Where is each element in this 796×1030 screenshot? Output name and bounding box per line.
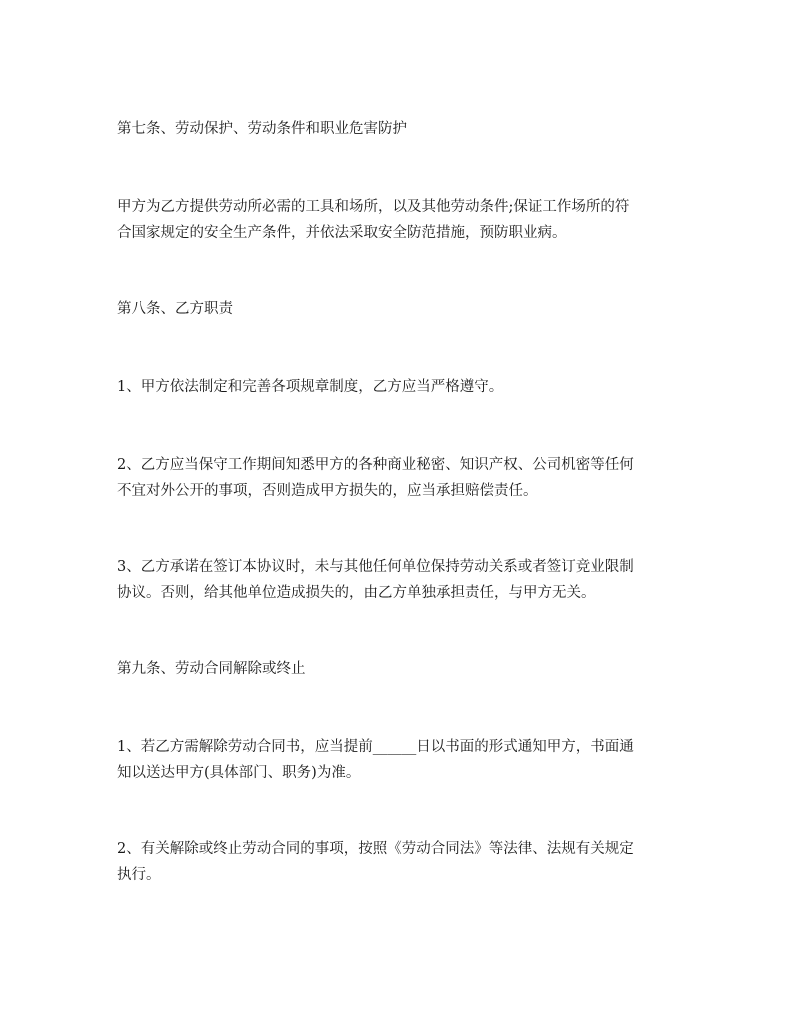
paragraph-line: 2、有关解除或终止劳动合同的事项，按照《劳动合同法》等法律、法规有关规定	[117, 841, 634, 857]
paragraph-line: 知以送达甲方(具体部门、职务)为准。	[117, 765, 361, 781]
section-heading-article-8	[117, 296, 682, 322]
paragraph-line: 执行。	[117, 867, 161, 883]
paragraph-line: 协议。否则，给其他单位造成损失的，由乙方单独承担责任，与甲方无关。	[117, 585, 596, 601]
paragraph-line: 1、若乙方需解除劳动合同书，应当提前______日以书面的形式通知甲方，书面通	[117, 739, 634, 755]
paragraph-duty-1	[117, 374, 682, 400]
paragraph-termination-1	[117, 734, 682, 786]
paragraph-termination-2	[117, 836, 682, 888]
paragraph-duty-3	[117, 554, 682, 606]
heading-text: 第九条、劳动合同解除或终止	[117, 661, 306, 677]
paragraph-line: 1、甲方依法制定和完善各项规章制度，乙方应当严格遵守。	[117, 379, 504, 395]
heading-text: 第七条、劳动保护、劳动条件和职业危害防护	[117, 121, 407, 137]
paragraph-line: 2、乙方应当保守工作期间知悉甲方的各种商业秘密、知识产权、公司机密等任何	[117, 457, 634, 473]
heading-text: 第八条、乙方职责	[117, 301, 233, 317]
paragraph-line: 3、乙方承诺在签订本协议时，未与其他任何单位保持劳动关系或者签订竞业限制	[117, 559, 634, 575]
paragraph-line: 合国家规定的安全生产条件，并依法采取安全防范措施，预防职业病。	[117, 225, 567, 241]
paragraph-line: 甲方为乙方提供劳动所必需的工具和场所，以及其他劳动条件;保证工作场所的符	[117, 199, 630, 215]
section-heading-article-7	[117, 116, 682, 142]
section-heading-article-9	[117, 656, 682, 682]
paragraph-labor-protection	[117, 194, 682, 246]
paragraph-duty-2	[117, 452, 682, 504]
paragraph-line: 不宜对外公开的事项，否则造成甲方损失的，应当承担赔偿责任。	[117, 483, 538, 499]
